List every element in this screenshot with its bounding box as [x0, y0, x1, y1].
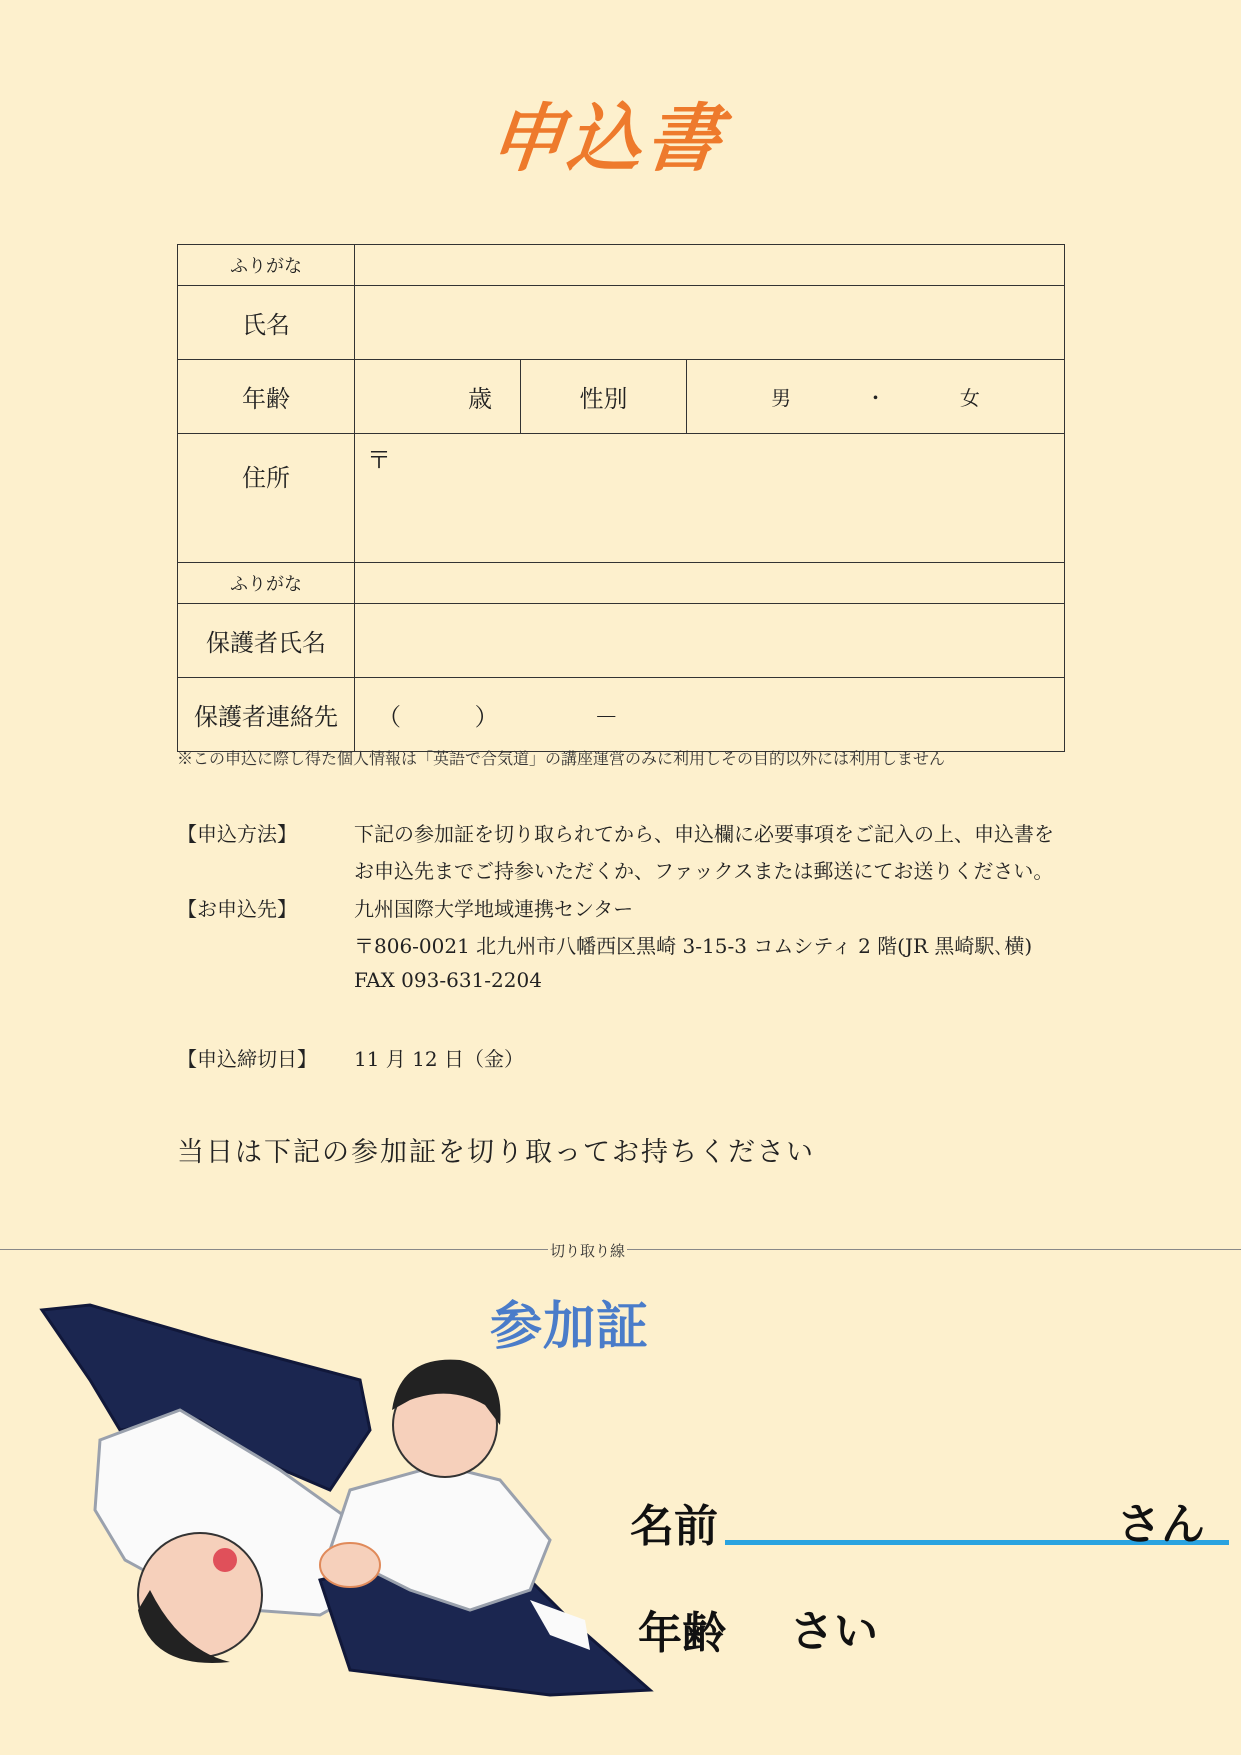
- destination-label: 【お申込先】: [177, 897, 297, 921]
- deadline-label: 【申込締切日】: [177, 1047, 317, 1071]
- sex-field[interactable]: [687, 360, 1065, 434]
- guardian-contact-field[interactable]: [355, 678, 1065, 752]
- application-form-table: [177, 244, 1065, 752]
- age-field[interactable]: [355, 360, 521, 434]
- postal-mark: 〒: [367, 446, 391, 474]
- pass-age-label: 年齢: [638, 1608, 726, 1659]
- thrown-mark: [213, 1548, 237, 1572]
- tel-close-paren: ）: [474, 703, 499, 731]
- method-label: 【申込方法】: [177, 822, 297, 846]
- deadline-value: 11 月 12 日（金）: [354, 1047, 524, 1071]
- privacy-note: ※この申込に際し得た個人情報は「英語で合気道」の講座運営のみに利用しその目的以外には利用しません: [177, 749, 946, 768]
- destination-fax: FAX 093-631-2204: [354, 968, 542, 992]
- guardian-furigana-label: ふりがな: [178, 563, 355, 604]
- guardian-furigana-field[interactable]: [355, 563, 1065, 604]
- hands: [320, 1543, 380, 1587]
- destination-line-1: 九州国際大学地域連携センター: [354, 897, 634, 921]
- cut-line-label: 切り取り線: [549, 1242, 625, 1260]
- tel-open-paren: （: [377, 703, 401, 731]
- guardian-name-field[interactable]: [355, 604, 1065, 678]
- furigana-label: ふりがな: [178, 245, 355, 286]
- age-unit: 歳: [468, 385, 492, 413]
- pass-name-label: 名前: [630, 1501, 718, 1552]
- sex-female-option[interactable]: 女: [959, 386, 980, 410]
- age-label: 年齢: [178, 360, 355, 434]
- cut-line-label-wrap: [0, 1240, 1175, 1261]
- name-label: 氏名: [178, 286, 355, 360]
- sex-separator: ・: [865, 386, 886, 410]
- method-line-1: 下記の参加証を切り取られてから、申込欄に必要事項をご記入の上、申込書を: [354, 822, 1054, 846]
- address-field[interactable]: [355, 434, 1065, 563]
- pass-name-suffix: さん: [1117, 1499, 1205, 1550]
- method-line-2: お申込先までご持参いただくか、ファックスまたは郵送にてお送りください。: [354, 859, 1054, 883]
- destination-line-2: 〒806-0021 北九州市八幡西区黒崎 3-15-3 コムシティ 2 階(JR 黒崎駅､横): [354, 934, 1033, 958]
- sex-label: 性別: [521, 360, 687, 434]
- bring-pass-notice: 当日は下記の参加証を切り取ってお持ちください: [177, 1137, 815, 1168]
- page-title: 申込書: [485, 96, 729, 182]
- aikido-illustration: [30, 1290, 670, 1710]
- sex-male-option[interactable]: 男: [771, 386, 792, 410]
- guardian-contact-label: 保護者連絡先: [178, 678, 355, 752]
- name-field[interactable]: [355, 286, 1065, 360]
- furigana-field[interactable]: [355, 245, 1065, 286]
- guardian-name-label: 保護者氏名: [178, 604, 355, 678]
- pass-age-suffix: さい: [790, 1606, 878, 1657]
- tel-dash: －: [594, 703, 619, 731]
- pass-title: 参加証: [490, 1297, 650, 1357]
- address-label: 住所: [178, 434, 355, 563]
